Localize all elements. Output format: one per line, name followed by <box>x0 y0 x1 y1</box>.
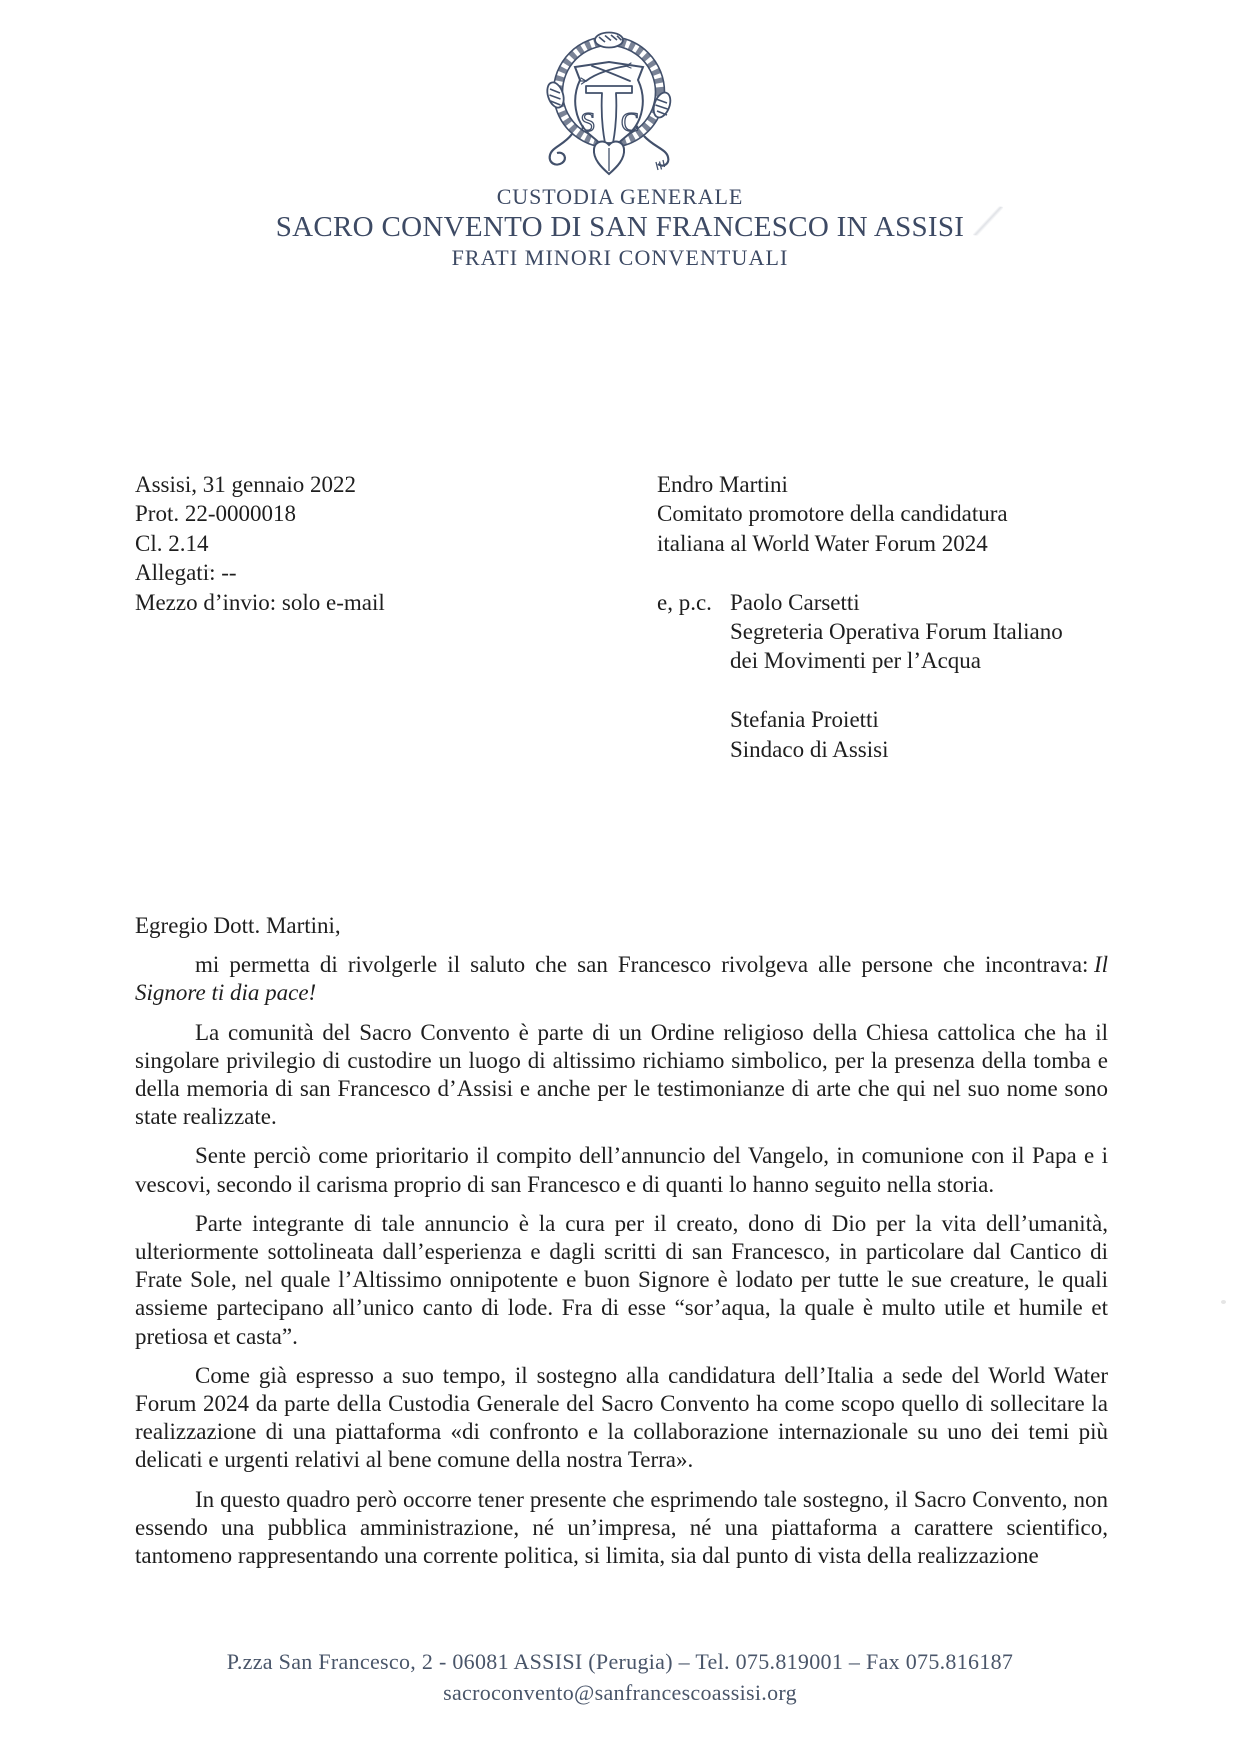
body-paragraph: Sente perciò come prioritario il compito dell’annuncio del Vangelo, in comunione con il Papa e i vescovi, secondo il carisma proprio di san Francesco e di quanti lo hanno seguito nella storia. <box>135 1143 1108 1197</box>
italic-greeting: Il Signore ti dia pace! <box>135 952 1108 1006</box>
cc-recipient-org-line: dei Movimenti per l’Acqua <box>730 648 982 674</box>
franciscan-emblem-logo <box>544 30 674 182</box>
org-title: SACRO CONVENTO DI SAN FRANCESCO IN ASSISI <box>275 211 965 243</box>
body-paragraph <box>135 951 1108 1007</box>
body-paragraph: Parte integrante di tale annuncio è la cura per il creato, dono di Dio per la vita dell’umanità, ulteriormente sottolineata dall’esperienza e dagli scritti di san Francesco, in particolare dal Cantico di Frate Sole, nel quale l’Altissimo onnipotente e buon Signore è lodato per tutte le sue creature, le quali assieme partecipano all’unico canto di lode. Fra di esse “sor’aqua, la quale è multo utile et humile et pretiosa et casta”. <box>135 1210 1108 1349</box>
letter-footer <box>0 1646 1240 1708</box>
letter-meta-block <box>135 470 385 617</box>
classification-line: Cl. 2.14 <box>135 530 209 556</box>
letter-body <box>135 912 1108 1570</box>
primary-recipient <box>657 470 1063 558</box>
paragraph-text: mi permetta di rivolgerle il saluto che san Francesco rivolgeva alle persone che incontrava: <box>195 952 1089 978</box>
recipients-block <box>657 470 1063 764</box>
protocol-line: Prot. 22-0000018 <box>135 501 296 527</box>
salutation: Egregio Dott. Martini, <box>135 913 341 938</box>
body-paragraph: In questo quadro però occorre tener presente che esprimendo tale sostegno, il Sacro Convento, non essendo una pubblica amministrazione, né un’impresa, né una piattaforma a carattere scientifico, tantomeno rappresentando una corrente politica, si limita, sia dal punto di vista della realizzazione <box>135 1486 1108 1569</box>
recipient-name: Endro Martini <box>657 472 788 497</box>
emblem-letter-c: C <box>620 107 640 137</box>
body-paragraph: La comunità del Sacro Convento è parte di un Ordine religioso della Chiesa cattolica che ha il singolare privilegio di custodire un luogo di altissimo richiamo simbolico, per la presenza della tomba e della memoria di san Francesco d’Assisi e anche per le testimonianze di arte che qui nel suo nome sono state realizzate. <box>135 1019 1108 1130</box>
emblem-letter-s: S <box>580 107 596 137</box>
date-line: Assisi, 31 gennaio 2022 <box>135 472 357 497</box>
cc-label: e, p.c. <box>657 589 712 615</box>
delivery-method-line: Mezzo d’invio: solo e-mail <box>135 589 385 615</box>
cc-recipient-name: Paolo Carsetti <box>730 589 860 615</box>
footer-email-line: sacroconvento@sanfrancescoassisi.org <box>443 1680 797 1705</box>
cc-block <box>657 588 1063 676</box>
cc-recipient-first <box>730 588 1063 676</box>
attachments-line: Allegati: -- <box>135 560 237 586</box>
body-paragraph: Come già espresso a suo tempo, il sostegno alla candidatura dell’Italia a sede del World Water Forum 2024 da parte della Custodia Generale del Sacro Convento ha come scopo quello di sollecitare la realizzazione di una piattaforma «di confronto e la collaborazione internazionale su uno dei temi più delicati e urgenti relativi al bene comune della nostra Terra». <box>135 1362 1108 1473</box>
org-subtitle: CUSTODIA GENERALE <box>496 184 744 209</box>
cc-recipient-role-line: Sindaco di Assisi <box>730 736 889 762</box>
recipient-org-line: Comitato promotore della candidatura <box>657 501 1008 527</box>
recipient-org-line: italiana al World Water Forum 2024 <box>657 530 988 556</box>
cc-recipient-name: Stefania Proietti <box>730 707 879 733</box>
cc-recipient-second <box>730 705 1063 764</box>
scan-speck <box>1221 1300 1226 1304</box>
letterhead <box>0 183 1240 271</box>
cc-recipient-org-line: Segreteria Operativa Forum Italiano <box>730 619 1063 645</box>
footer-address-line: P.zza San Francesco, 2 - 06081 ASSISI (Perugia) – Tel. 075.819001 – Fax 075.816187 <box>226 1649 1014 1674</box>
org-order-name: FRATI MINORI CONVENTUALI <box>451 245 789 270</box>
